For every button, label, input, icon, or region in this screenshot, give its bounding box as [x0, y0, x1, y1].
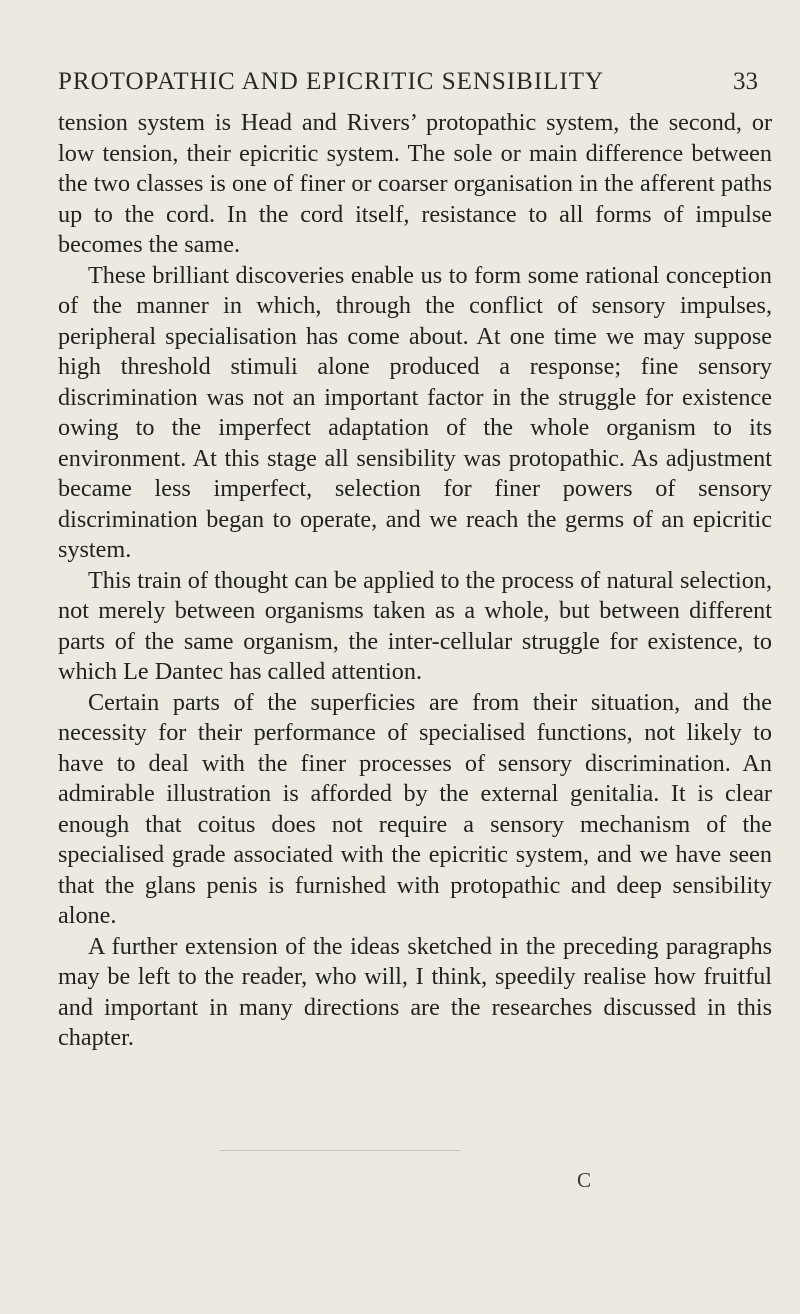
paragraph-continuation: tension system is Head and Rivers’ protopathic system, the second, or low tension, their epicritic system. The sole or main difference between the two classes is one of finer or coarser organisation in the afferent paths up to the cord. In the cord itself, resistance to all forms of impulse becomes the same.: [58, 109, 772, 258]
paragraph: A further extension of the ideas sketched in the preceding paragraphs may be left to the reader, who will, I think, speedily realise how fruitful and important in many directions are the researches discussed in this chapter.: [58, 932, 772, 1051]
closing-rule: [220, 1150, 460, 1151]
running-title: PROTOPATHIC AND EPICRITIC SENSIBILITY: [58, 68, 605, 95]
body-text: [58, 108, 772, 1054]
paragraph: These brilliant discoveries enable us to form some rational conception of the manner in which, through the conflict of sensory impulses, peripheral specialisation has come about. At one time we may suppose high threshold stimuli alone produced a response; fine sensory discrimination was not an important factor in the struggle for existence owing to the imperfect adaptation of the whole organism to its environment. At this stage all sensibility was protopathic. As adjustment became less imperfect, selection for finer powers of sensory discrimination began to operate, and we reach the germs of an epicritic system.: [58, 261, 772, 563]
paragraph: Certain parts of the superficies are from their situation, and the necessity for their performance of specialised functions, not likely to have to deal with the finer processes of sensory discrimination. An admirable illustration is afforded by the external genitalia. It is clear enough that coitus does not require a sensory mechanism of the specialised grade associated with the epicritic system, and we have seen that the glans penis is furnished with protopathic and deep sensibility alone.: [58, 688, 772, 929]
page-number: 33: [733, 68, 758, 95]
paragraph: This train of thought can be applied to the process of natural selection, not merely between organisms taken as a whole, but between different parts of the same organism, the inter-cellular struggle for existence, to which Le Dantec has called attention.: [58, 566, 772, 685]
signature-mark: C: [577, 1168, 592, 1192]
running-head: [58, 68, 758, 98]
